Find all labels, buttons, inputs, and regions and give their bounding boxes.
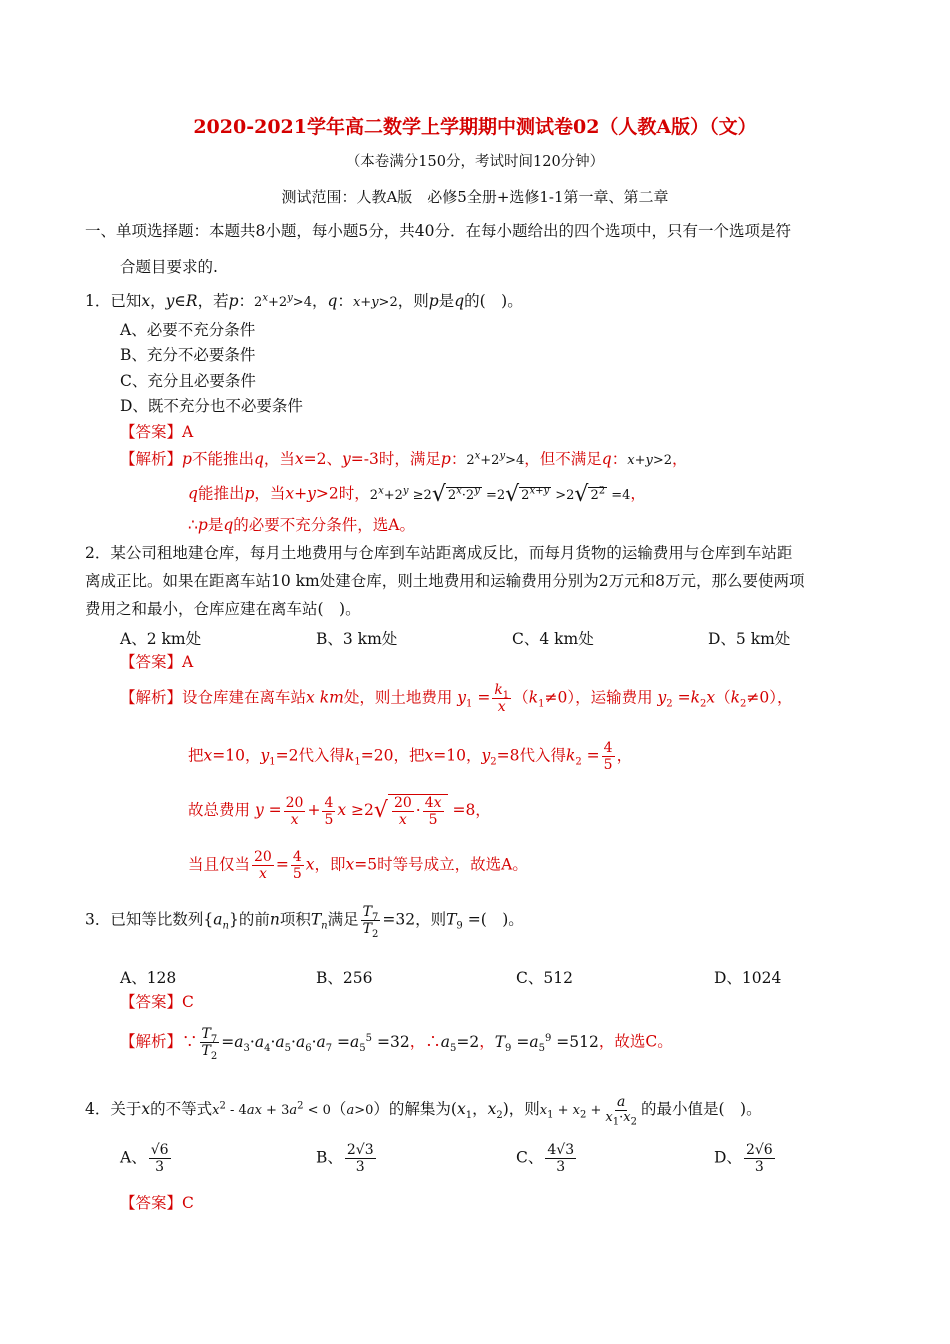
question-2-number: 2． bbox=[85, 544, 111, 562]
question-4-number: 4． bbox=[85, 1100, 111, 1119]
question-3-option-b: B、256 bbox=[316, 969, 373, 987]
page-title: 2020-2021学年高二数学上学期期中测试卷02（人教A版）（文） bbox=[193, 116, 757, 138]
question-1-option-a: A、必要不充分条件 bbox=[120, 321, 256, 339]
question-3-stem: 3．已知等比数列$\{a_n\}$的前n项积$T_n$满足 $\frac{T_7}{T_2}$ =32，则$T_9$ =( )。 bbox=[85, 904, 524, 940]
question-4-option-d: D、 $\frac{2√6}{3}$ bbox=[714, 1142, 773, 1176]
question-2-stem-line3: 费用之和最小，仓库应建在离车站( )。 bbox=[85, 600, 361, 618]
section-intro-line2: 合题目要求的. bbox=[120, 258, 218, 276]
question-3-answer: 【答案】C bbox=[120, 993, 194, 1011]
question-1-option-b: B、充分不必要条件 bbox=[120, 346, 256, 364]
question-4-option-a: A、 $\frac{√6}{3}$ bbox=[120, 1142, 169, 1176]
question-2-option-b: B、3 km处 bbox=[316, 630, 398, 648]
question-3-option-c: C、512 bbox=[516, 969, 573, 987]
question-2-analysis-line4: 当且仅当 $\frac{20}{x}$ = $\frac{4}{5}$ x，即x=5时等号成立，故选A。 bbox=[188, 849, 528, 883]
question-2-analysis-line1: 【解析】设仓库建在离车站x km处，则土地费用 $y_1$ = $\frac{k_1}{x}$ $(k_1\ne 0)$，运输费用 $y_2 =k_2x(k_2\ne 0)$， bbox=[120, 682, 793, 716]
test-scope: 测试范围：人教A版 必修5全册+选修1-1第一章、第二章 bbox=[281, 188, 669, 206]
question-2-answer: 【答案】A bbox=[120, 653, 194, 671]
question-2-option-c: C、4 km处 bbox=[512, 630, 594, 648]
question-4-stem: 4．关于x的不等式$x^2 - 4ax + 3a^2 < 0(a>0)$的解集为($x_1$，$x_2$)，则$x_1 + x_2$ + $\frac{a}{x_1\cdot x_2}$ 的最小值是( )。 bbox=[85, 1094, 762, 1128]
question-1-analysis-line1: 【解析】p不能推出q，当x=2、y=-3时，满足p：$2^x+2^y>4$，但不满足q：x+y>2， bbox=[120, 450, 688, 468]
question-3-analysis-line1: 【解析】∵ $\frac{T_7}{T_2}$ $=a_3\cdot a_4\cdot a_5\cdot a_6\cdot a_7 =a_5^5 =32$，$\therefore a_5=2$，$T_9 =a_5^9 =512$，故选C。 bbox=[120, 1026, 673, 1062]
question-3-option-a: A、128 bbox=[120, 969, 177, 987]
question-4-answer: 【答案】C bbox=[120, 1194, 194, 1212]
question-2-analysis-line3: 故总费用 y = $\frac{20}{x}$ + $\frac{4}{5}$ x ≥2√ $\frac{20}{x}$ · $\frac{4x}{5}$ =8， bbox=[188, 794, 491, 829]
question-2-stem-line1: 2．某公司租地建仓库，每月土地费用与仓库到车站距离成反比，而每月货物的运输费用与仓库到车站距 bbox=[85, 544, 793, 562]
question-2-option-a: A、2 km处 bbox=[120, 630, 202, 648]
question-1-option-d: D、既不充分也不必要条件 bbox=[120, 397, 303, 415]
question-1-stem: 1．已知x，y∈R，若p：$2^x+2^y>4$，q：x+y>2，则p是q的( )。 bbox=[85, 292, 523, 310]
question-4-option-c: C、 $\frac{4√3}{3}$ bbox=[516, 1142, 575, 1176]
question-1-option-c: C、充分且必要条件 bbox=[120, 372, 256, 390]
question-3-option-d: D、1024 bbox=[714, 969, 782, 987]
question-4-option-b: B、 $\frac{2√3}{3}$ bbox=[316, 1142, 374, 1176]
section-intro-line1: 一、单项选择题：本题共8小题，每小题5分，共40分．在每小题给出的四个选项中，只有一个选项是符 bbox=[85, 222, 791, 240]
question-2-stem-line2: 离成正比。如果在距离车站10 km处建仓库，则土地费用和运输费用分别为2万元和8万元，那么要使两项 bbox=[85, 572, 805, 590]
question-2-analysis-line2: 把x=10，$y_1=2$代入得$k_1=20$，把x=10，$y_2=8$代入得$k_2$ = $\frac{4}{5}$ ， bbox=[188, 740, 633, 774]
question-2-option-d: D、5 km处 bbox=[708, 630, 791, 648]
question-1-number: 1． bbox=[85, 292, 111, 310]
exam-info: （本卷满分150分，考试时间120分钟） bbox=[345, 154, 605, 170]
question-3-number: 3． bbox=[85, 910, 111, 929]
question-1-analysis-line3: ∴p是q的必要不充分条件，选A。 bbox=[188, 516, 415, 534]
question-1-analysis-line2: q能推出p，当x+y>2时，$2^x+2^y \ge 2√$ $2^x\cdot 2^y =2√$ $2^{x+y} >2√$ $2^2 =4$， bbox=[188, 482, 646, 507]
question-1-answer: 【答案】A bbox=[120, 423, 194, 441]
